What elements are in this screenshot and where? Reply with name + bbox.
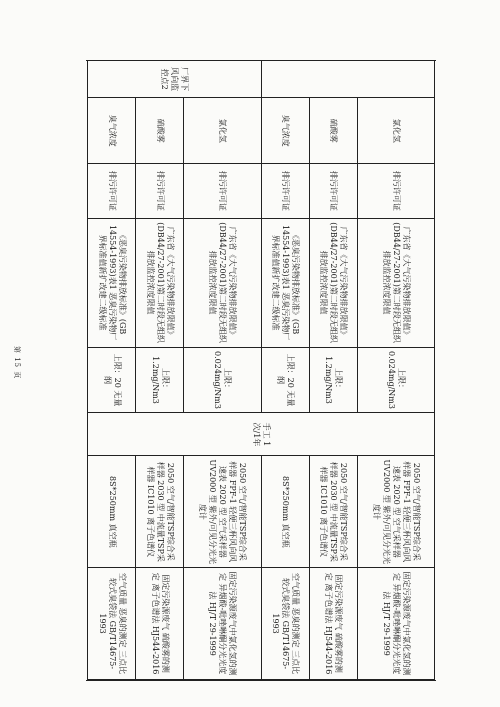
cell-frequency: 手工 1次/1年 [88,413,435,456]
cell-limit: 上限：1.2mg/Nm3 [136,347,184,413]
cell-pollutant: 氯化氢 [357,98,434,164]
cell-limit: 上限：20 无量纲 [261,347,309,413]
cell-pollutant: 臭气浓度 [88,98,136,164]
cell-standard: 广东省《大气污染物排放限值》(DB44/27-2001)第二时段无组织排放监控浓度限值 [309,218,357,347]
table-body [88,61,435,680]
table-row [357,61,434,680]
cell-basis: 排污许可证 [88,164,136,218]
page-number: 第 15 页 [13,346,21,380]
cell-pollutant: 臭气浓度 [261,98,309,164]
cell-method: 8S*250mm 真空瓶 [88,456,136,568]
cell-analysis: 空气质量 恶臭的测定 三点比较式臭袋法 GB/T14675-1993 [88,568,136,680]
table-row [261,61,309,680]
cell-pollutant: 硫酸雾 [309,98,357,164]
frame-line-top [86,60,436,61]
frame-line-bottom [86,680,436,681]
monitoring-table [87,60,435,680]
cell-method: 2050 空气/智能TSP综合采样器 2030 型 中流量TSP采样器 IC1010 离子色谱仪 [309,456,357,568]
cell-basis: 排污许可证 [309,164,357,218]
cell-limit: 上限：0.024mg/Nm3 [357,347,434,413]
table-row [88,61,136,680]
cell-method: 2050 空气/智能TSP综合采样器 2030 型 中流量TSP采样器 IC1010 离子色谱仪 [136,456,184,568]
cell-analysis: 固定污染源废气 硫酸雾的测定 离子色谱法 HJ544-2016 [309,568,357,680]
cell-method: 2050 空气/智能TSP综合采样器 FPF-1 轻便三杯风向风速表 2020 型 空气采样器 UV2000 型 紫外/可见分光光度计 [357,456,434,568]
cell-basis: 排污许可证 [357,164,434,218]
cell-limit: 上限：0.024mg/Nm3 [184,347,261,413]
cell-limit: 上限：1.2mg/Nm3 [309,347,357,413]
table-row [184,61,261,680]
cell-basis: 排污许可证 [136,164,184,218]
cell-site [261,61,434,98]
cell-method: 2050 空气/智能TSP综合采样器 FPF-1 轻便三杯风向风速表 2020 型 空气采样器 UV2000 型 紫外/可见分光光度计 [184,456,261,568]
cell-pollutant: 硫酸雾 [136,98,184,164]
cell-standard: 广东省《大气污染物排放限值》(DB44/27-2001)第二时段无组织排放监控浓度限值 [136,218,184,347]
cell-method: 8S*250mm 真空瓶 [261,456,309,568]
cell-limit: 上限：20 无量纲 [88,347,136,413]
cell-analysis: 固定污染源废气 硫酸雾的测定 离子色谱法 HJ544-2016 [136,568,184,680]
cell-basis: 排污许可证 [184,164,261,218]
table-row [309,61,357,680]
cell-analysis: 空气质量 恶臭的测定 三点比较式臭袋法 GB/T14675-1993 [261,568,309,680]
cell-analysis: 固定污染源废气中氯化氢的测定 异烟酸-吡唑啉酮分光光度法 HJ/T 29-1999 [184,568,261,680]
cell-standard: 广东省《大气污染物排放限值》(DB44/27-2001)第二时段无组织排放监控浓度限值 [184,218,261,347]
cell-site: 厂界下风向监控点2 [88,61,262,98]
cell-pollutant: 氯化氢 [184,98,261,164]
cell-standard: 广东省《大气污染物排放限值》(DB44/27-2001)第二时段无组织排放监控浓度限值 [357,218,434,347]
cell-standard: 《恶臭污染物排放标准》(GB 14554-1993)表1 恶臭污染物厂界标准值新扩改建二级标准 [261,218,309,347]
table-row [136,61,184,680]
cell-standard: 《恶臭污染物排放标准》(GB 14554-1993)表1 恶臭污染物厂界标准值新扩改建二级标准 [88,218,136,347]
rotated-table-container [87,60,435,680]
cell-basis: 排污许可证 [261,164,309,218]
cell-analysis: 固定污染源废气中氯化氢的测定 异烟酸-吡唑啉酮分光光度法 HJ/T 29-1999 [357,568,434,680]
